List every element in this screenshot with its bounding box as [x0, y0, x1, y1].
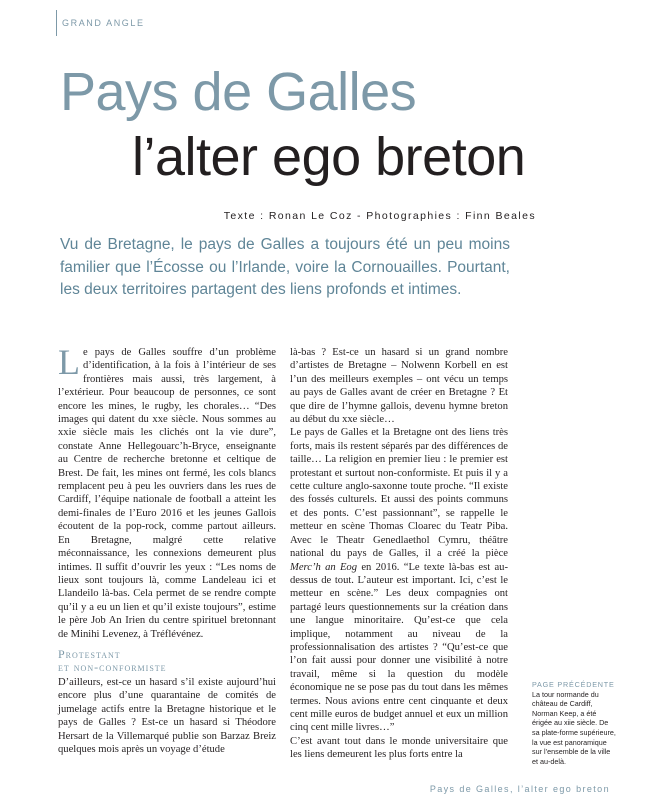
article-credits: Texte : Ronan Le Coz - Photographies : Finn Beales [223, 210, 536, 222]
body-paragraph [58, 342, 276, 641]
photo-caption [532, 680, 616, 766]
paragraph-text: Le pays de Galles et la Bretagne ont des liens très forts, mais ils restent séparés par des différences de taille… La religion en premier lieu : le premier est protestant et surtout non-conformiste. Et puis il y a cette culture anglo-saxonne toute proche. “Il existe des fossés culturels. Et aussi des points communs et des ponts. C’est passionnant”, se rappelle le metteur en scène Thomas Cloarec du Teatr Piba. Avec le Theatr Genedlaethol Cymru, théâtre national du pays de Galles, il a créé la pièce [290, 427, 508, 560]
body-paragraph: là-bas ? Est-ce un hasard si un grand nombre d’artistes de Bretagne – Nolwenn Korbell en est l’un des meilleurs exemples – ont vécu un temps au pays de Galles avant de créer en Bretagne ? Et que dire de l’hymne gallois, devenu hymne breton au début du xxe siècle… [290, 347, 508, 426]
play-title: Merc’h an Eog [290, 561, 358, 573]
body-column-right [290, 346, 508, 762]
subheading [58, 648, 276, 674]
paragraph-text: en 2016. “Le texte là-bas est au-dessus de tout. L’auteur est important. Ici, c’est le metteur en scène.” Les deux compagnies ont partagé leurs questionnements sur la création dans une langue minoritaire. Qu’est-ce que cela implique, notamment au niveau de la professionnalisation des artistes ? “Qu’est-ce que l’on fait aussi pour donner une visibilité à notre travail, même si la question du modèle économique ne se pose pas du tout dans les mêmes termes. Nous avions entre cent cinquante et deux cent mille euros de budget annuel et eux un million cinq cent mille livres…” [290, 561, 508, 734]
section-divider [56, 10, 57, 36]
caption-text: La tour normande du château de Cardiff, Norman Keep, a été érigée au xiie siècle. De sa plate-forme supérieure, la vue est panoramique sur l’ensemble de la ville et au-delà. [532, 689, 616, 766]
article-title-line2: l’alter ego breton [132, 127, 526, 187]
article-lede: Vu de Bretagne, le pays de Galles a toujours été un peu moins familier que l’Écosse ou l’Irlande, voire la Cornouailles. Pourtant, les deux territoires partagent des liens profonds et intimes. [60, 236, 510, 298]
subheading-line2: et non-conformiste [58, 659, 167, 674]
caption-label: PAGE PRÉCÉDENTE [532, 680, 615, 689]
running-footer: Pays de Galles, l’alter ego breton [429, 784, 610, 794]
section-label: GRAND ANGLE [62, 18, 145, 28]
body-paragraph [290, 426, 508, 734]
drop-cap: L [58, 342, 80, 382]
article-title-line1: Pays de Galles [60, 62, 417, 122]
body-column-left [58, 342, 276, 756]
paragraph-text: e pays de Galles souffre d’un problème d’identification, à la fois à l’intérieur de ses frontières mais aussi, très largement, à l’extérieur. Pour beaucoup de personnes, ce sont encore les mines, le rugby, les chorales… “Des images qui datent du xxe siècle. Nous sommes au xxie siècle mais les clichés ont la vie dure”, constate Anne Hellegouarc’h-Bryce, enseignante au Centre de recherche bretonne et celtique de Brest. De fait, les mines ont fermé, les cols blancs remplacent peu à peu les ouvriers dans les rues de Cardiff, l’équipe nationale de football a atteint les demi-finales de l’Euro 2016 et les jeunes Gallois écoutent de la pop-rock, comme partout ailleurs. En Bretagne, malgré cette relative méconnaissance, les connexions demeurent plus intimes. Il suffit d’ouvrir les yeux : “Les noms de lieux sont toujours là, comme Landeleau ici et Llandeilo là-bas. Cela permet de se rendre compte qu’il y a eu un lien et qu’il existe toujours”, estime le père Job An Irien du centre spirituel bretonnant de Minihi Levenez, à Tréflévénez. [58, 347, 276, 640]
body-paragraph: D’ailleurs, est-ce un hasard s’il existe aujourd’hui encore plus d’une quarantaine de comités de jumelage actifs entre la Bretagne historique et le pays de Galles ? Est-ce un hasard si Théodore Hersart de la Villemarqué publie son Barzaz Breiz quelques mois après un voyage d’étude [58, 676, 276, 755]
subheading-line1: Protestant [58, 646, 121, 661]
body-paragraph: C’est avant tout dans le monde universitaire que les liens demeurent les plus forts entre la [290, 735, 508, 761]
